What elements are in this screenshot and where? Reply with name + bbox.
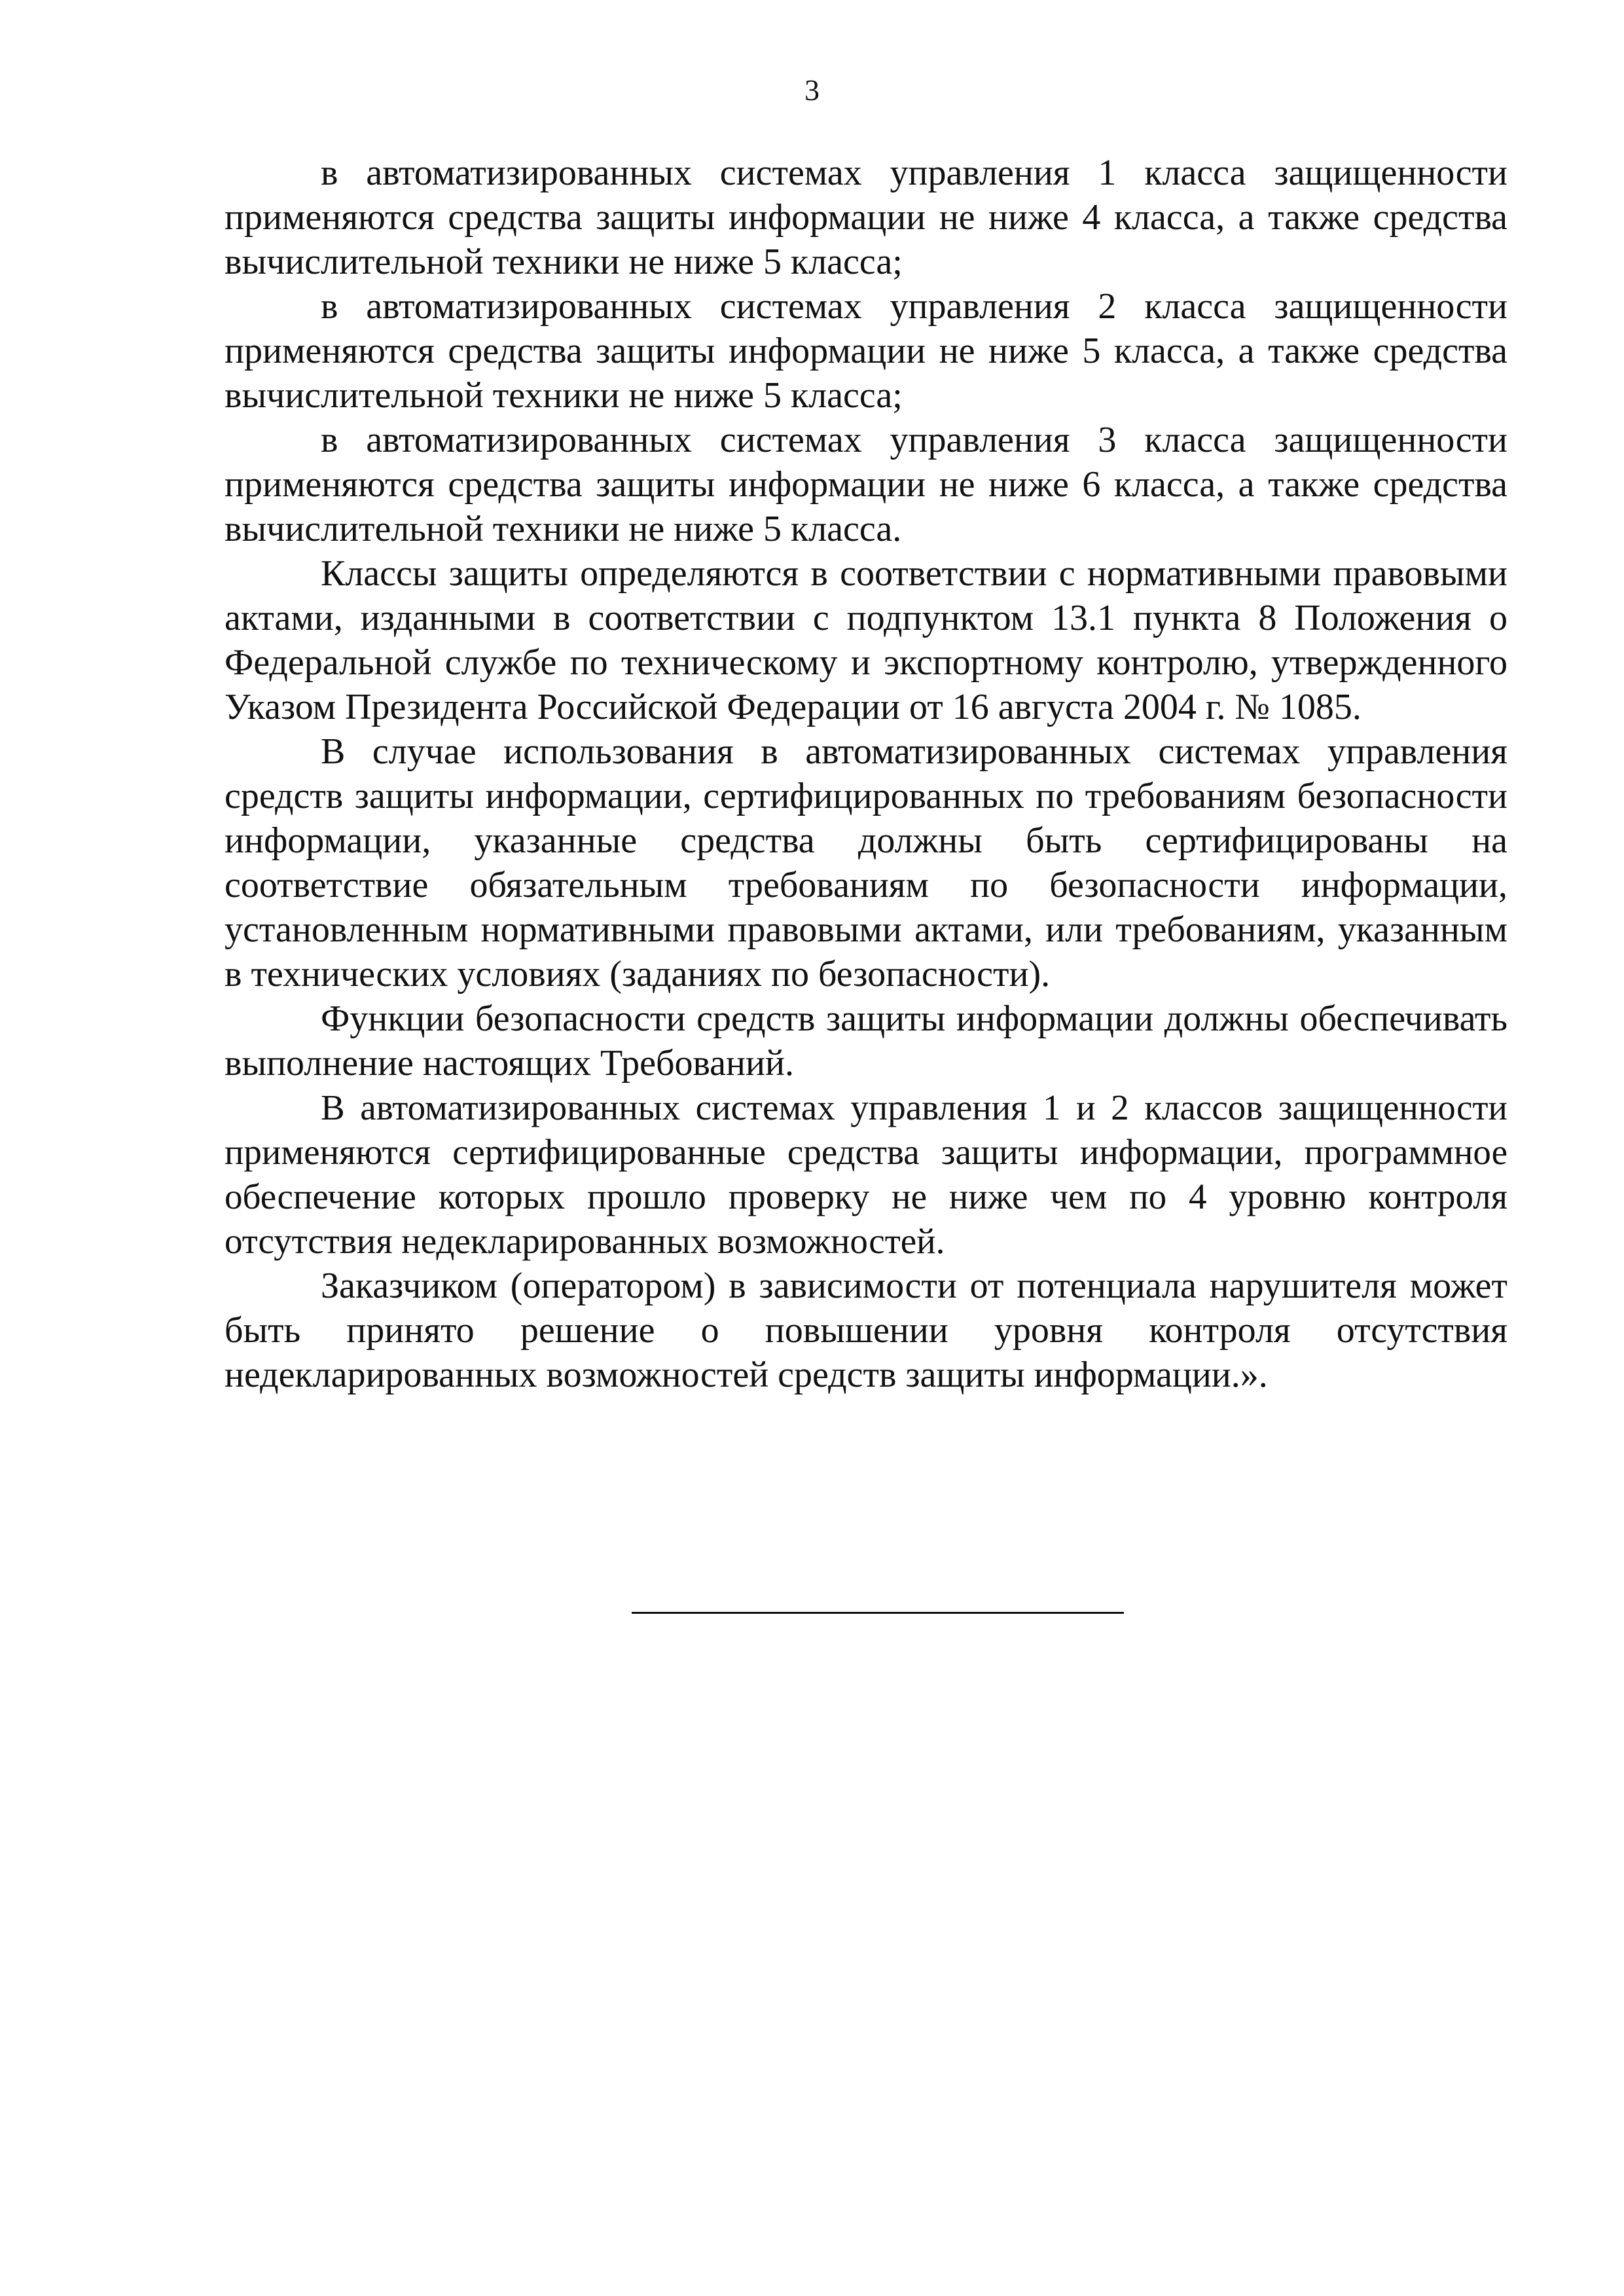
paragraph-class-2: в автоматизированных системах управления 2 класса защищенности применяются средства защиты информации не ниже 5 класса, а также средства вычислительной техники не ниже 5 класса; <box>225 286 1507 416</box>
closing-rule <box>632 1612 1124 1614</box>
paragraph-protection-classes: Классы защиты определяются в соответствии с нормативными правовыми актами, изданными в соответствии с подпунктом 13.1 пункта 8 Положения о Федеральной службе по техническому и экспортному контролю, утвержденного Указом Президента Российской Федерации от 16 августа 2004 г. № 1085. <box>225 553 1507 727</box>
paragraph-security-functions: Функции безопасности средств защиты информации должны обеспечивать выполнение настоящих Требований. <box>225 998 1507 1084</box>
paragraph-certified-tools: В случае использования в автоматизированных системах управления средств защиты информации, сертифицированных по требованиям безопасности информации, указанные средства должны быть сертифицированы на соответствие обязательным требованиям по безопасности информации, установленным нормативными правовыми актами, или требованиям, указанным в технических условиях (заданиях по безопасности). <box>225 731 1507 994</box>
paragraph-customer-decision: Заказчиком (оператором) в зависимости от потенциала нарушителя может быть принято решение о повышении уровня контроля отсутствия недекларированных возможностей средств защиты информации.». <box>225 1266 1507 1395</box>
page-number: 3 <box>804 73 820 107</box>
paragraph-class-3: в автоматизированных системах управления 3 класса защищенности применяются средства защиты информации не ниже 6 класса, а также средства вычислительной техники не ниже 5 класса. <box>225 420 1507 549</box>
paragraph-undeclared-capabilities: В автоматизированных системах управления 1 и 2 классов защищенности применяются сертифицированные средства защиты информации, программное обеспечение которых прошло проверку не ниже чем по 4 уровню контроля отсутствия недекларированных возможностей. <box>225 1087 1507 1261</box>
paragraph-class-1: в автоматизированных системах управления 1 класса защищенности применяются средства защиты информации не ниже 4 класса, а также средства вычислительной техники не ниже 5 класса; <box>225 153 1507 282</box>
document-body <box>225 151 1507 1397</box>
